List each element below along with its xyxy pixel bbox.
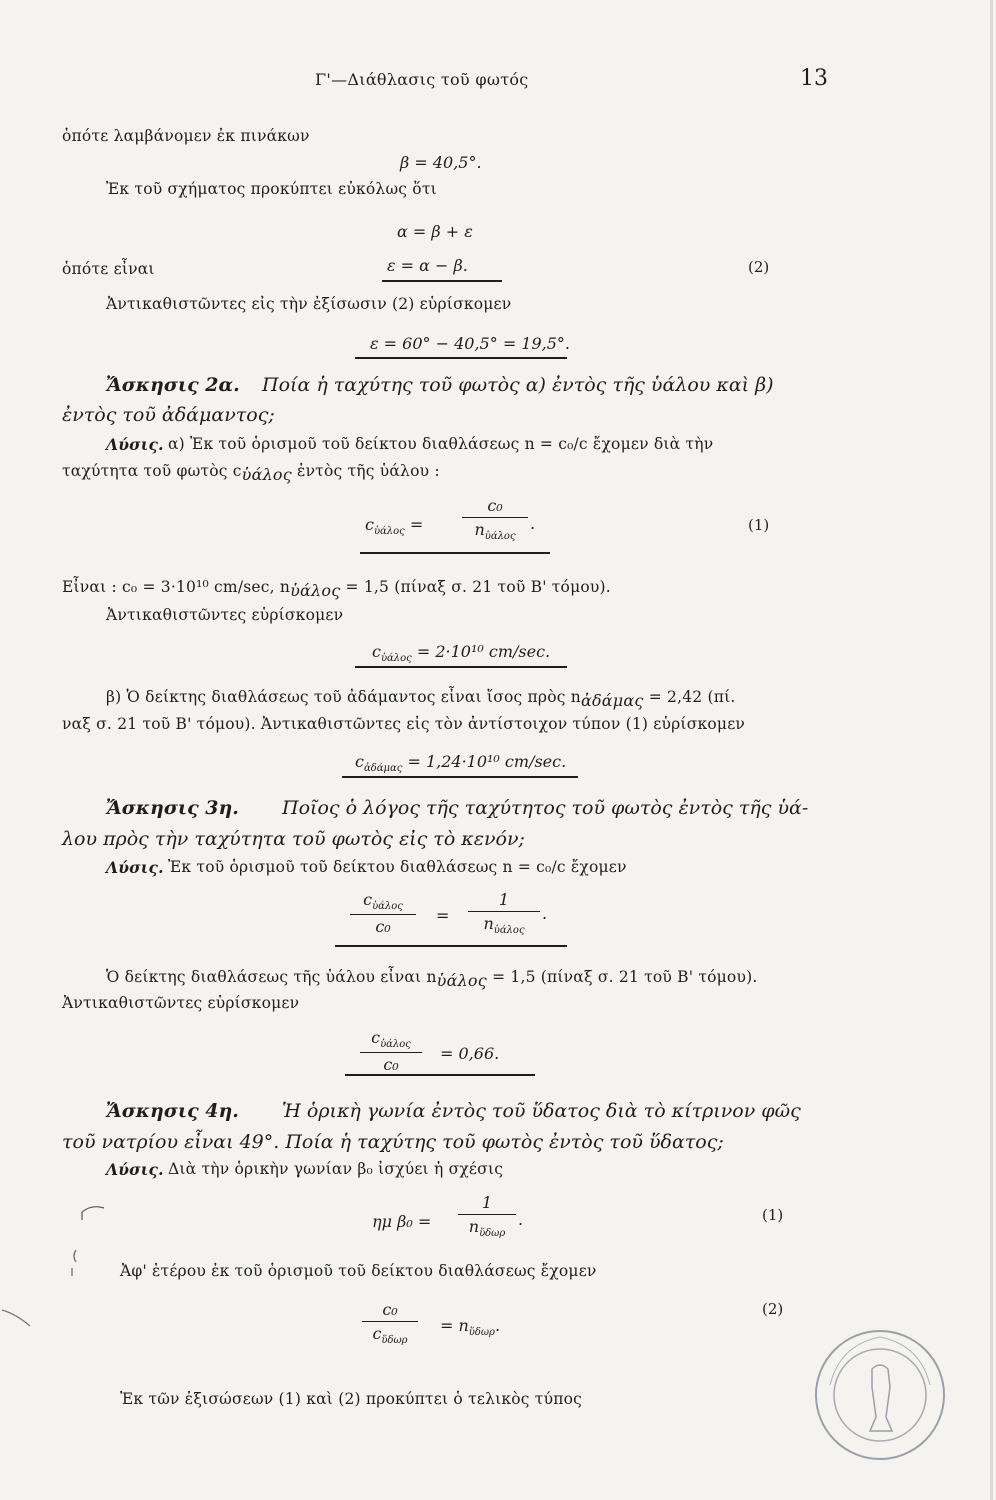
fraction bbox=[458, 1193, 516, 1239]
exercise-3-question-cont: λου πρὸς τὴν ταχύτητα τοῦ φωτὸς εἰς τὸ κενόν; bbox=[62, 828, 525, 850]
equation-underline bbox=[382, 280, 502, 282]
fraction bbox=[462, 496, 528, 542]
fraction-denominator: $n_{ὕ\delta\omega\rho}$ bbox=[468, 1217, 506, 1240]
fraction-denominator: c₀ bbox=[383, 1055, 399, 1075]
equation-underline bbox=[345, 1074, 535, 1076]
fraction-bar bbox=[362, 1321, 418, 1322]
text-line: Ἀφ' ἑτέρου ἐκ τοῦ ὁρισμοῦ τοῦ δείκτου διαθλάσεως ἔχομεν bbox=[120, 1262, 597, 1280]
library-stamp-icon bbox=[810, 1325, 950, 1465]
running-header-title: Γ'—Διάθλασις τοῦ φωτός bbox=[315, 70, 529, 89]
solution-label: Λύσις. bbox=[106, 435, 164, 454]
equation-number: (2) bbox=[762, 1300, 784, 1318]
equation-number: (1) bbox=[762, 1206, 784, 1224]
fraction-numerator: c₀ bbox=[487, 496, 503, 515]
equation-epsilon-result: ε = 60° − 40,5° = 19,5°. bbox=[370, 334, 571, 353]
text-line: β) Ὁ δείκτης διαθλάσεως τοῦ ἀδάμαντος εἶναι ἴσος πρὸς $n_{ἀ\delta ά\mu\alpha\varsigma} = 2,42$ (πί. bbox=[106, 688, 736, 711]
equation-underline bbox=[360, 552, 550, 554]
text-line: Ὁ δείκτης διαθλάσεως τῆς ὑάλου εἶναι $n_{ὑά\lambda o\varsigma} = 1,5$ (πίναξ σ. 21 τοῦ Β' τόμου). bbox=[106, 968, 758, 991]
solution-label: Λύσις. bbox=[106, 858, 164, 877]
text-line: Ἀντικαθιστῶντες εἰς τὴν ἐξίσωσιν (2) εὑρίσκομεν bbox=[106, 295, 512, 313]
scan-edge bbox=[990, 0, 993, 1500]
fraction-numerator: $c_{ὑά\lambda o\varsigma}$ bbox=[363, 890, 403, 913]
exercise-2-question: Ποία ἡ ταχύτης τοῦ φωτὸς α) ἐντὸς τῆς ὑάλου καὶ β) bbox=[262, 374, 774, 396]
exercise-4-question: Ἡ ὁρικὴ γωνία ἐντὸς τοῦ ὕδατος διὰ τὸ κίτρινον φῶς bbox=[282, 1100, 801, 1122]
text-line: Ἀντικαθιστῶντες εὑρίσκομεν bbox=[62, 994, 300, 1012]
equation-lhs: $c_{ὑά\lambda o\varsigma}$ = bbox=[365, 515, 424, 538]
fraction bbox=[362, 1300, 418, 1346]
text-line: ὁπότε λαμβάνομεν ἐκ πινάκων bbox=[62, 127, 310, 145]
equation-alpha: α = β + ε bbox=[397, 222, 473, 241]
period: . bbox=[530, 514, 536, 533]
equation-beta: β = 40,5°. bbox=[400, 153, 482, 172]
margin-marks-icon bbox=[62, 1200, 112, 1320]
exercise-4-label: Ἄσκησις 4η. bbox=[106, 1100, 239, 1122]
fraction bbox=[350, 890, 416, 936]
fraction-numerator: $c_{ὑά\lambda o\varsigma}$ bbox=[371, 1028, 411, 1051]
exercise-2-label: Ἄσκησις 2α. bbox=[106, 374, 240, 396]
fraction-denominator: $c_{ὕ\delta\omega\rho}$ bbox=[372, 1324, 408, 1347]
text-line: ὁπότε εἶναι bbox=[62, 260, 155, 278]
text-line: Ἐκ τοῦ ὁρισμοῦ τοῦ δείκτου διαθλάσεως n = c₀/c ἔχομεν bbox=[168, 858, 627, 876]
fraction-denominator: c₀ bbox=[375, 917, 391, 937]
equation-underline bbox=[335, 945, 567, 947]
fraction-bar bbox=[468, 911, 540, 912]
fraction-numerator: c₀ bbox=[382, 1300, 398, 1319]
text-line: α) Ἐκ τοῦ ὁρισμοῦ τοῦ δείκτου διαθλάσεως n = c₀/c ἔχομεν διὰ τὴν bbox=[168, 435, 714, 453]
text-line: Ἐκ τῶν ἐξισώσεων (1) καὶ (2) προκύπτει ὁ τελικὸς τύπος bbox=[120, 1390, 583, 1408]
exercise-3-label: Ἄσκησις 3η. bbox=[106, 797, 239, 819]
equation-underline bbox=[355, 666, 567, 668]
equation-result: $c_{ὑά\lambda o\varsigma} = 2\cdot 10^{10}$ cm/sec. bbox=[372, 642, 551, 665]
exercise-4-question-cont: τοῦ νατρίου εἶναι 49°. Ποία ἡ ταχύτης τοῦ φωτὸς ἐντὸς τοῦ ὕδατος; bbox=[62, 1131, 724, 1153]
text-line: Διὰ τὴν ὁρικὴν γωνίαν β₀ ἰσχύει ἡ σχέσις bbox=[168, 1160, 504, 1178]
fraction-denominator: $n_{ὑά\lambda o\varsigma}$ bbox=[474, 520, 516, 543]
text-line: Ἐκ τοῦ σχήματος προκύπτει εὐκόλως ὅτι bbox=[106, 180, 437, 198]
page-number: 13 bbox=[800, 66, 828, 91]
equation-epsilon: ε = α − β. bbox=[387, 256, 468, 275]
exercise-3-question: Ποῖος ὁ λόγος τῆς ταχύτητος τοῦ φωτὸς ἐντὸς τῆς ὑά- bbox=[282, 797, 809, 819]
fraction-denominator: $n_{ὑά\lambda o\varsigma}$ bbox=[483, 914, 525, 937]
fraction-bar bbox=[360, 1052, 422, 1053]
equation-number: (2) bbox=[748, 258, 770, 276]
equals-sign: = bbox=[436, 906, 450, 925]
equation-underline bbox=[342, 776, 578, 778]
text-line: Ἀντικαθιστῶντες εὑρίσκομεν bbox=[106, 606, 344, 624]
fraction-numerator: 1 bbox=[498, 890, 510, 909]
equation-rhs: = $n_{ὕ\delta\omega\rho}$. bbox=[440, 1316, 501, 1339]
period: . bbox=[518, 1210, 524, 1229]
fraction bbox=[360, 1028, 422, 1074]
solution-label: Λύσις. bbox=[106, 1160, 164, 1179]
fraction-bar bbox=[462, 517, 528, 518]
text-line: ταχύτητα τοῦ φωτὸς $c_{ὑά\lambda o\varsigma}$ ἐντὸς τῆς ὑάλου : bbox=[62, 462, 440, 485]
equation-result: = 0,66. bbox=[440, 1044, 500, 1063]
equation-lhs: ημ β₀ = bbox=[372, 1212, 432, 1231]
exercise-2-question-cont: ἐντὸς τοῦ ἀδάμαντος; bbox=[62, 404, 275, 426]
fraction-bar bbox=[350, 914, 416, 915]
margin-scribble-icon bbox=[0, 1300, 50, 1340]
text-line: Εἶναι : c₀ = 3·10¹⁰ cm/sec, $n_{ὑά\lambda o\varsigma} = 1,5$ (πίναξ σ. 21 τοῦ Β' τόμου). bbox=[62, 578, 611, 601]
equation-underline bbox=[355, 357, 567, 359]
text-line: ναξ σ. 21 τοῦ Β' τόμου). Ἀντικαθιστῶντες εἰς τὸν ἀντίστοιχον τύπον (1) εὑρίσκομεν bbox=[62, 715, 746, 733]
fraction-bar bbox=[458, 1214, 516, 1215]
fraction bbox=[468, 890, 540, 936]
fraction-numerator: 1 bbox=[481, 1193, 493, 1212]
equation-result: $c_{ἀ\delta ά\mu\alpha\varsigma} = 1,24\cdot 10^{10}$ cm/sec. bbox=[355, 752, 567, 775]
period: . bbox=[542, 904, 548, 923]
equation-number: (1) bbox=[748, 516, 770, 534]
